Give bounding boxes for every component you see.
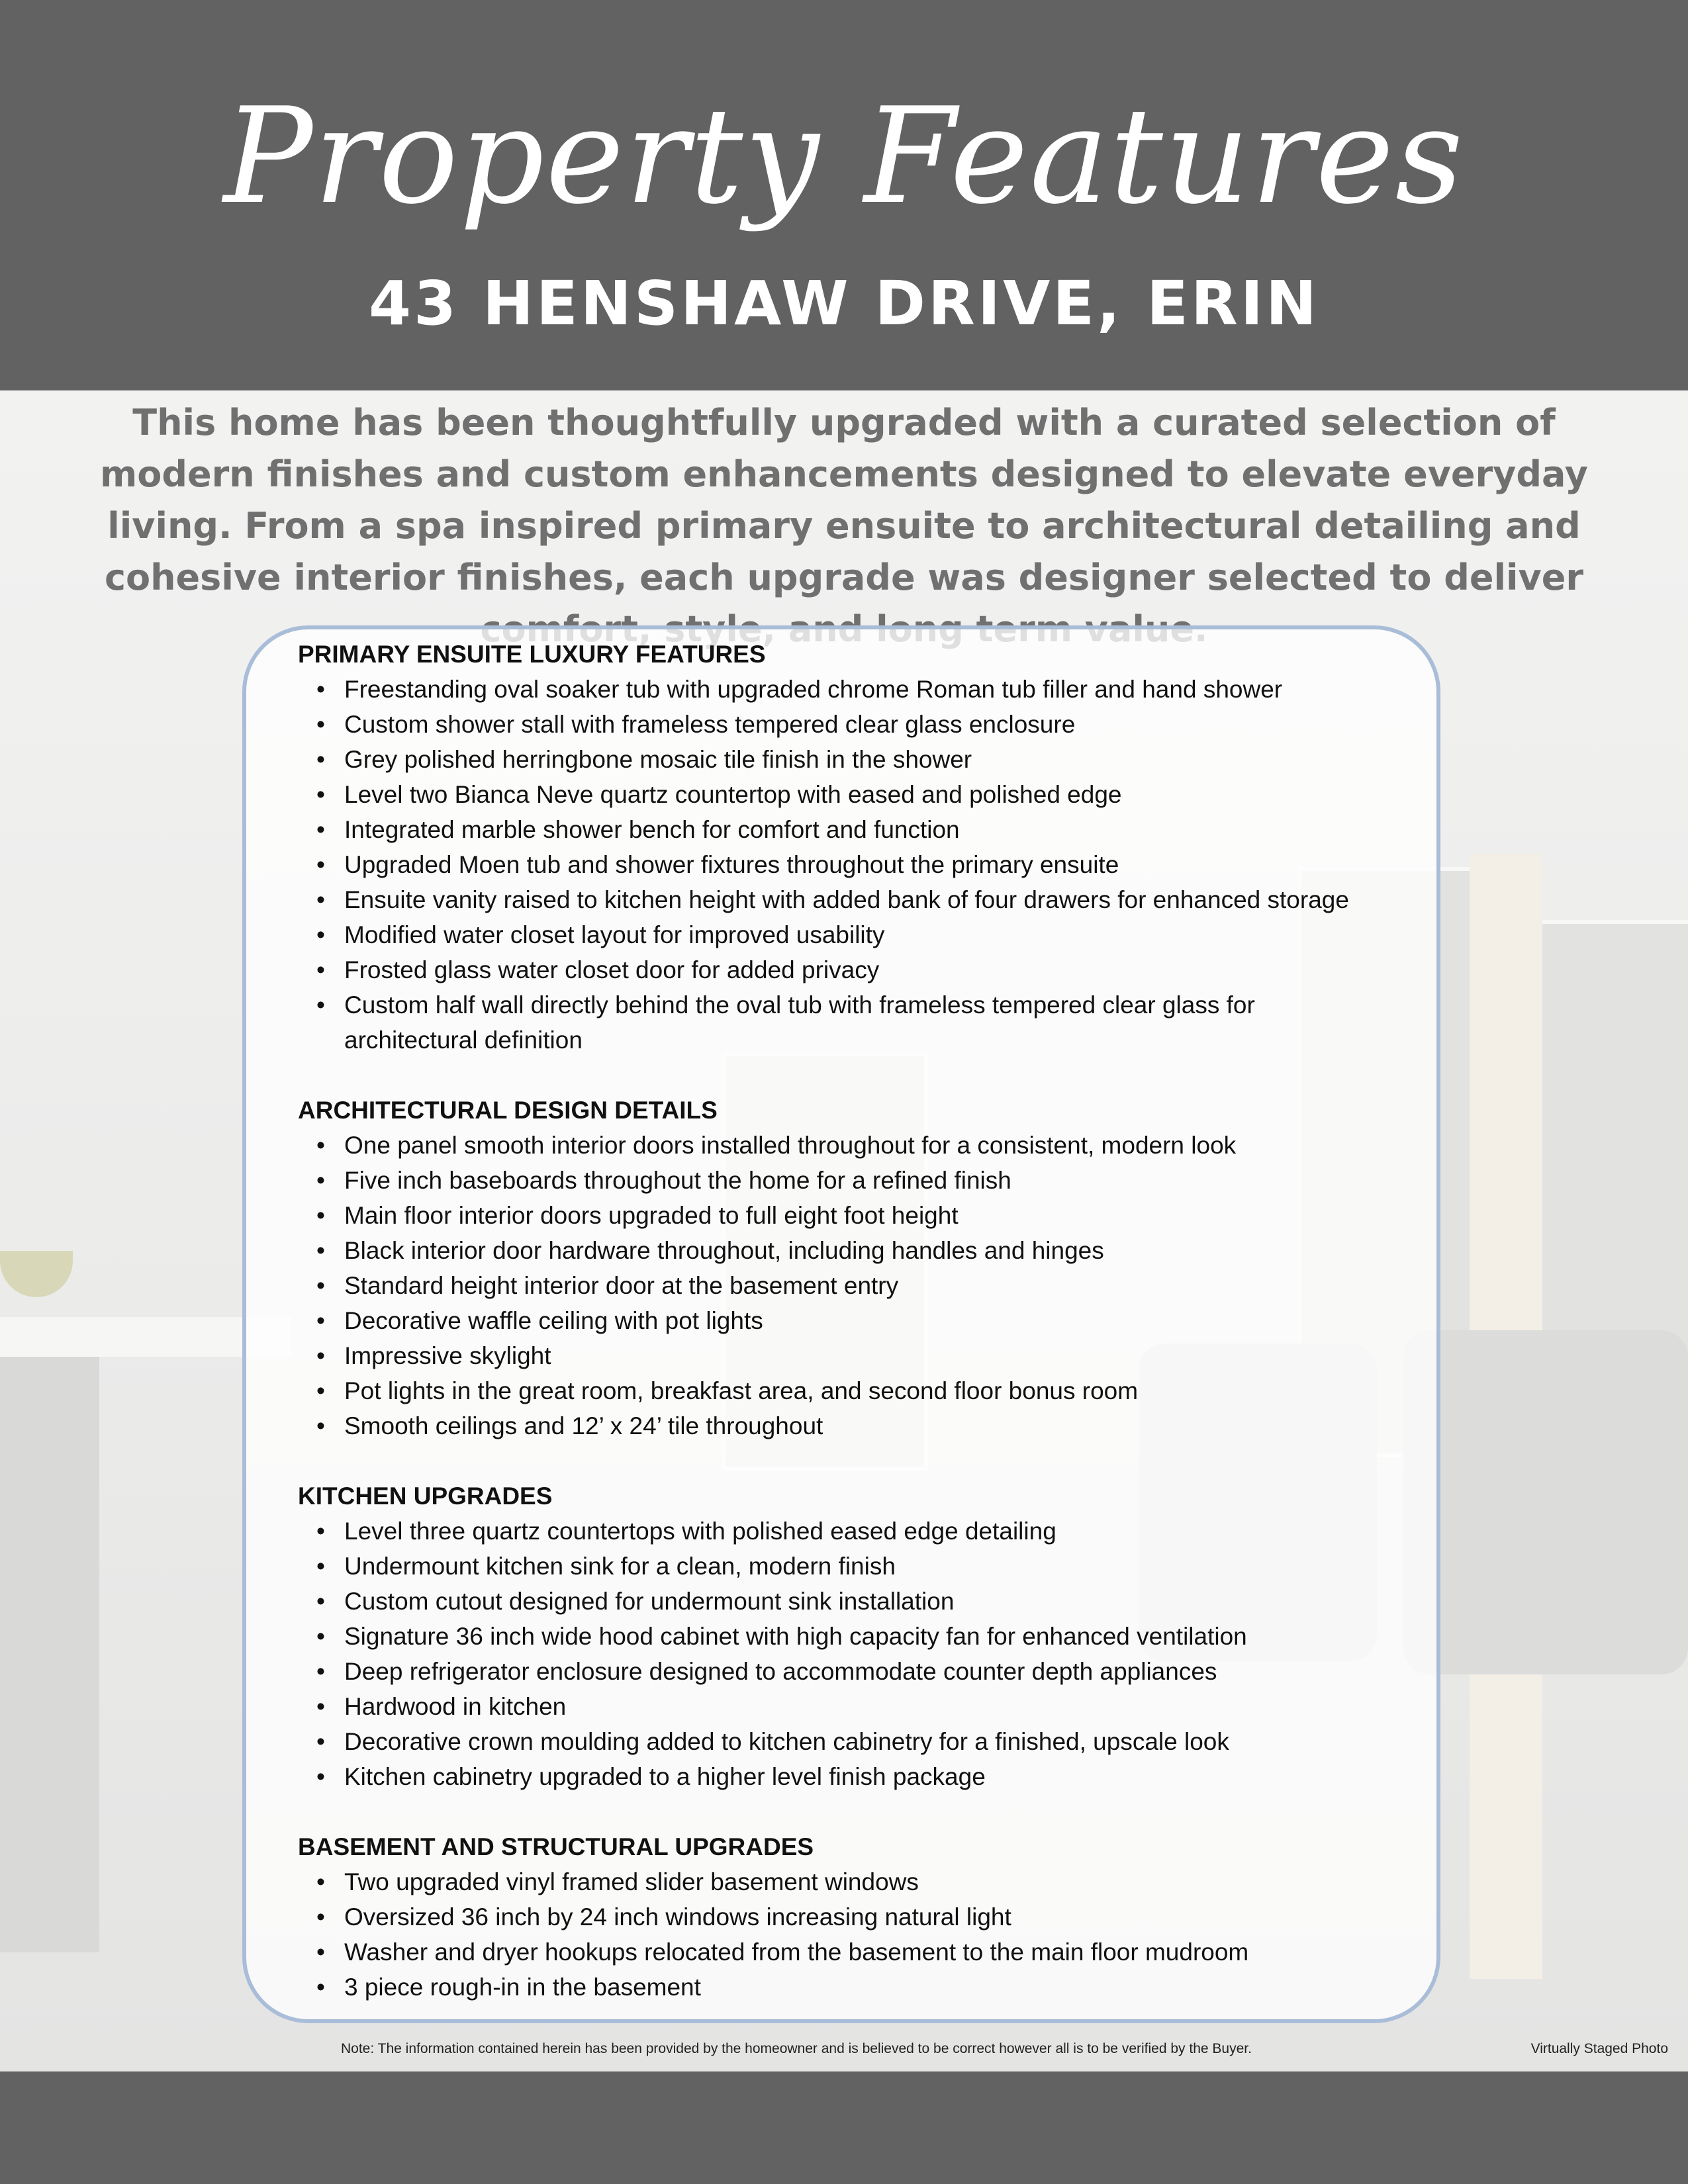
section-primary-ensuite bbox=[298, 637, 1423, 1058]
list-item: • Undermount kitchen sink for a clean, modern finish bbox=[298, 1549, 1423, 1584]
list-item: • Washer and dryer hookups relocated from the basement to the main floor mudroom bbox=[298, 1934, 1423, 1970]
list-item: • Main floor interior doors upgraded to full eight foot height bbox=[298, 1198, 1423, 1233]
list-item: • Deep refrigerator enclosure designed to accommodate counter depth appliances bbox=[298, 1654, 1423, 1689]
list-item: • Frosted glass water closet door for added privacy bbox=[298, 952, 1423, 987]
list-item: • Decorative waffle ceiling with pot lights bbox=[298, 1303, 1423, 1338]
section-title: BASEMENT AND STRUCTURAL UPGRADES bbox=[298, 1833, 814, 1860]
list-item: • 3 piece rough-in in the basement bbox=[298, 1970, 1423, 2005]
property-address: 43 HENSHAW DRIVE, ERIN bbox=[368, 268, 1320, 339]
fruit-bowl-shape bbox=[0, 1251, 73, 1297]
list-item: • Kitchen cabinetry upgraded to a higher level finish package bbox=[298, 1759, 1423, 1794]
list-item: • Upgraded Moen tub and shower fixtures throughout the primary ensuite bbox=[298, 847, 1423, 882]
section-basement bbox=[298, 1829, 1423, 2005]
section-title: ARCHITECTURAL DESIGN DETAILS bbox=[298, 1097, 718, 1124]
list-item: • Hardwood in kitchen bbox=[298, 1689, 1423, 1724]
list-item: • Level three quartz countertops with polished eased edge detailing bbox=[298, 1514, 1423, 1549]
page-title: Property Features bbox=[223, 79, 1465, 234]
list-item: • Impressive skylight bbox=[298, 1338, 1423, 1373]
section-title: KITCHEN UPGRADES bbox=[298, 1482, 553, 1510]
section-kitchen bbox=[298, 1479, 1423, 1794]
features-list bbox=[298, 637, 1423, 2040]
list-item: • Signature 36 inch wide hood cabinet with high capacity fan for enhanced ventilation bbox=[298, 1619, 1423, 1654]
list-item: • Decorative crown moulding added to kitchen cabinetry for a finished, upscale look bbox=[298, 1724, 1423, 1759]
list-item: • Custom half wall directly behind the oval tub with frameless tempered clear glass for architectural definition bbox=[298, 987, 1324, 1058]
header-banner bbox=[0, 0, 1688, 390]
list-item: • Modified water closet layout for improved usability bbox=[298, 917, 1423, 952]
list-item: • Smooth ceilings and 12’ x 24’ tile throughout bbox=[298, 1408, 1423, 1443]
list-item: • Ensuite vanity raised to kitchen height with added bank of four drawers for enhanced storage bbox=[298, 882, 1423, 917]
list-item: • Freestanding oval soaker tub with upgraded chrome Roman tub filler and hand shower bbox=[298, 672, 1423, 707]
intro-paragraph: This home has been thoughtfully upgraded with a curated selection of modern finishes and custom enhancements designed to elevate everyday living. From a spa inspired primary ensuite to architectural detailing and cohesive interior finishes, each upgrade was designer selected to deliver bbox=[99, 402, 1589, 598]
list-item: • Level two Bianca Neve quartz countertop with eased and polished edge bbox=[298, 777, 1423, 812]
footer-banner bbox=[0, 2071, 1688, 2184]
list-item: • Five inch baseboards throughout the home for a refined finish bbox=[298, 1163, 1423, 1198]
section-architectural bbox=[298, 1093, 1423, 1443]
list-item: • Custom cutout designed for undermount sink installation bbox=[298, 1584, 1423, 1619]
list-item: • Black interior door hardware throughout, including handles and hinges bbox=[298, 1233, 1423, 1268]
disclaimer-note: Note: The information contained herein has been provided by the homeowner and is believed to be correct however all is to be verified by the Buyer. bbox=[341, 2041, 1252, 2056]
sofa-shape bbox=[1403, 1330, 1688, 1674]
photo-credit: Virtually Staged Photo bbox=[1530, 2041, 1668, 2056]
list-item: • One panel smooth interior doors installed throughout for a consistent, modern look bbox=[298, 1128, 1423, 1163]
list-item: • Custom shower stall with frameless tempered clear glass enclosure bbox=[298, 707, 1423, 742]
list-item: • Standard height interior door at the basement entry bbox=[298, 1268, 1423, 1303]
list-item: • Two upgraded vinyl framed slider basement windows bbox=[298, 1864, 1423, 1899]
list-item: • Oversized 36 inch by 24 inch windows increasing natural light bbox=[298, 1899, 1423, 1934]
list-item: • Pot lights in the great room, breakfast area, and second floor bonus room bbox=[298, 1373, 1423, 1408]
list-item: • Grey polished herringbone mosaic tile finish in the shower bbox=[298, 742, 1423, 777]
list-item: • Integrated marble shower bench for comfort and function bbox=[298, 812, 1423, 847]
dishwasher-shape bbox=[0, 1357, 99, 1952]
section-title: PRIMARY ENSUITE LUXURY FEATURES bbox=[298, 641, 766, 668]
